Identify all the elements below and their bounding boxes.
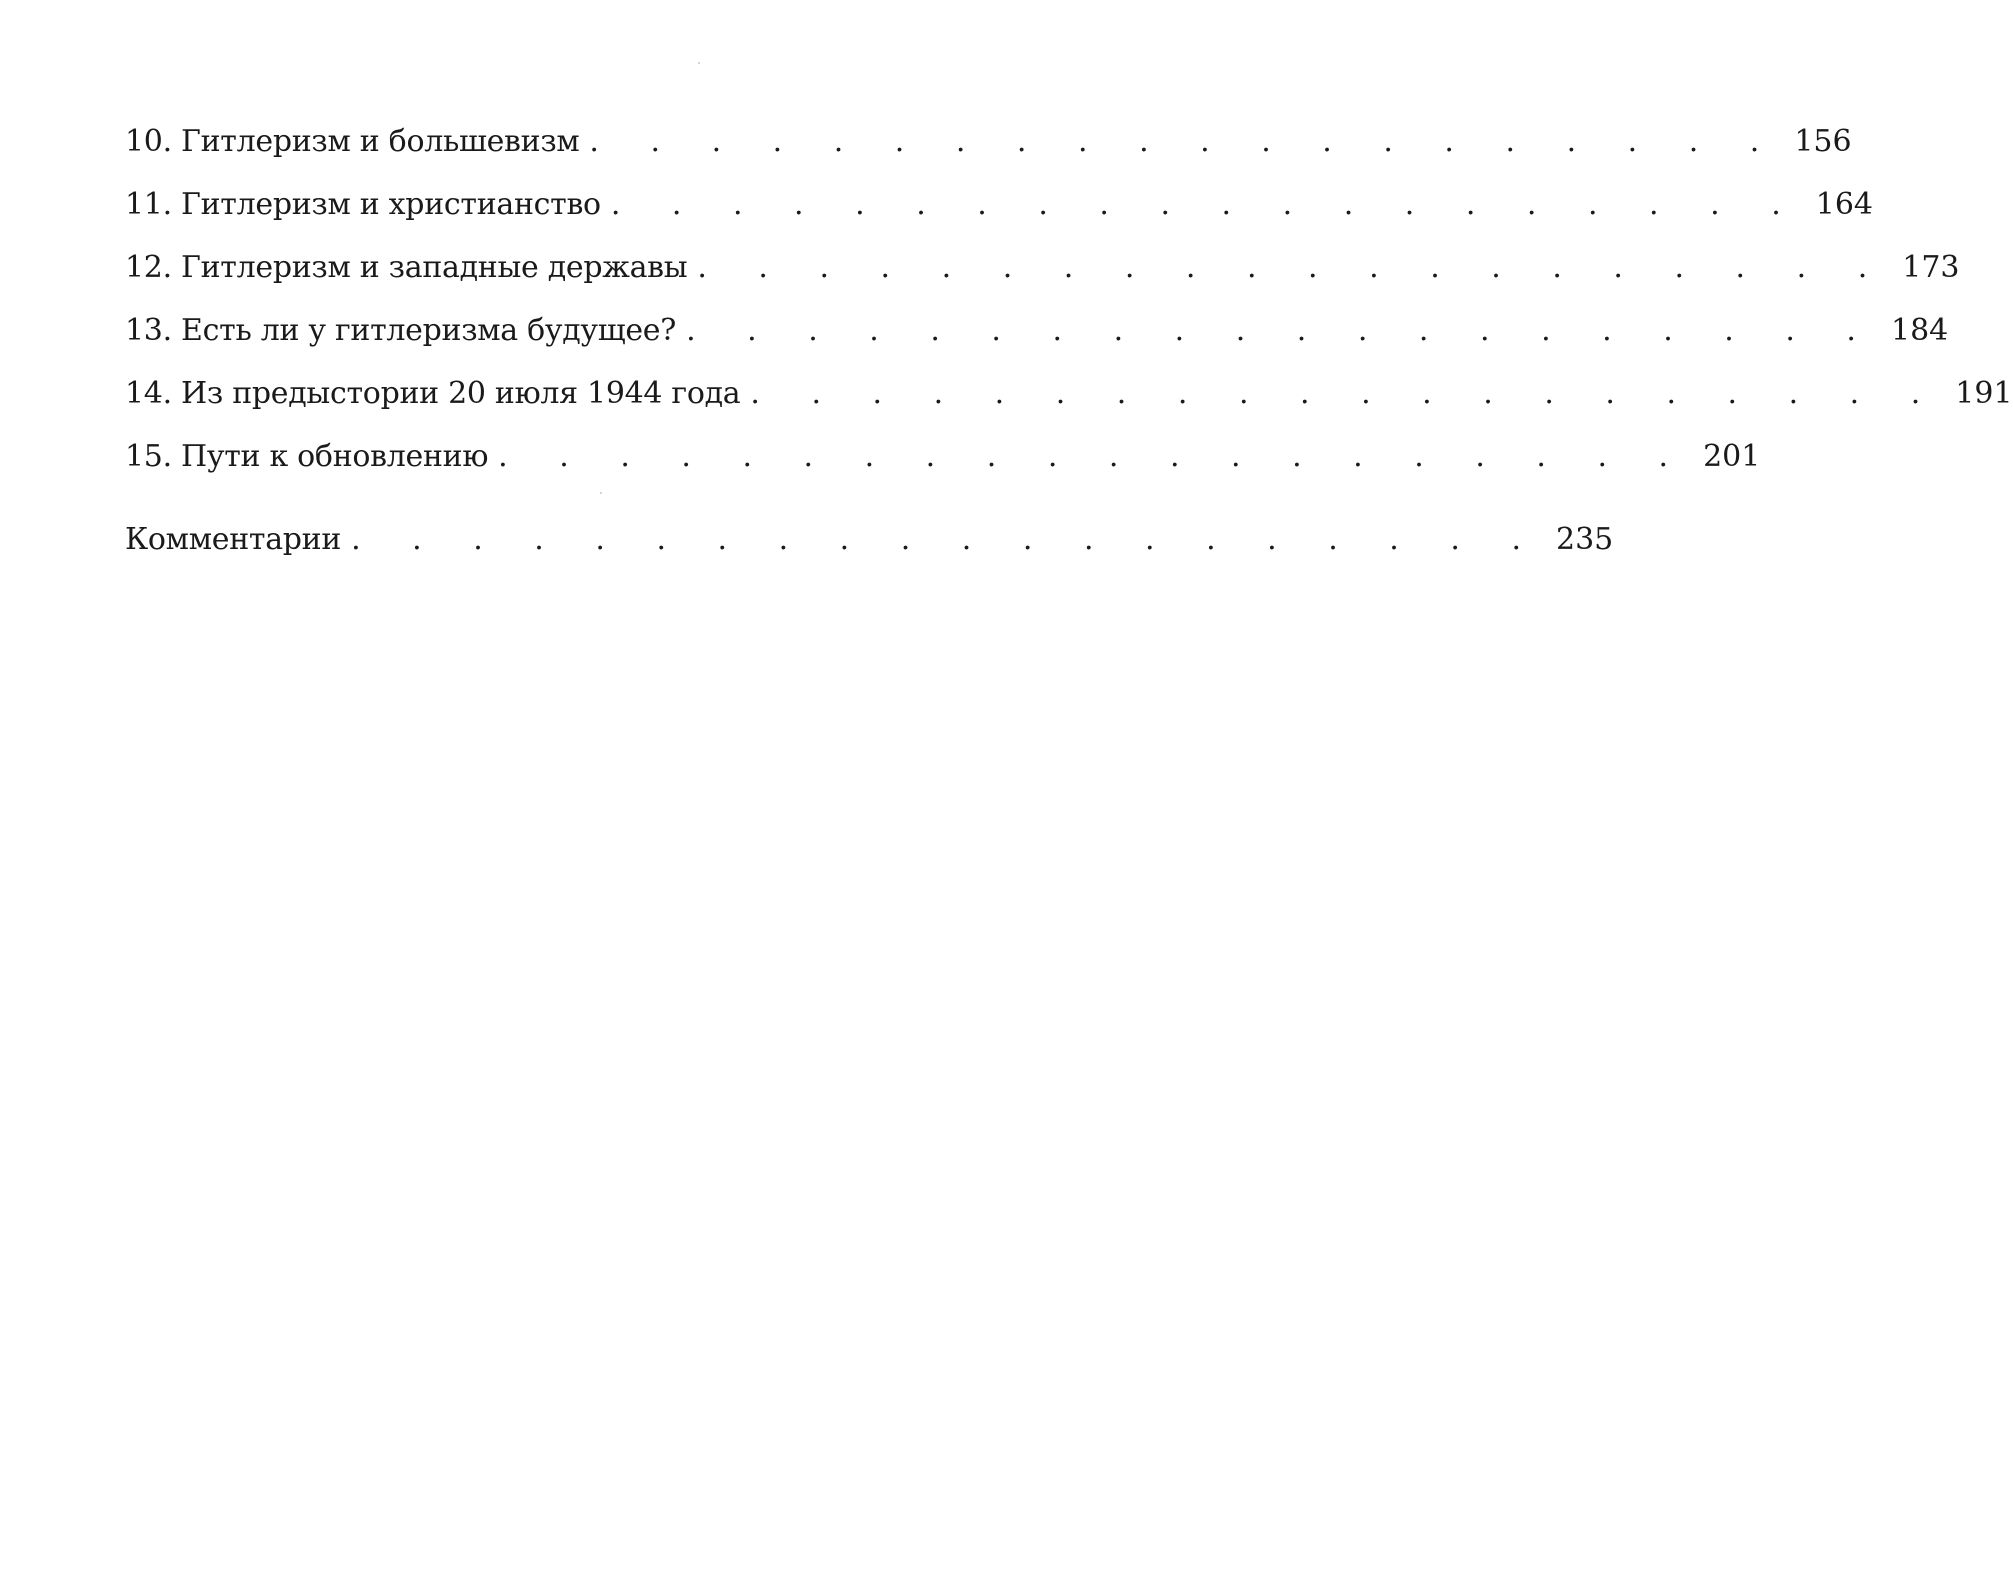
toc-entry-page: 191 bbox=[1955, 376, 2013, 411]
toc-entry-10 bbox=[125, 118, 1852, 181]
toc-entry-11 bbox=[125, 181, 1874, 244]
dot-leader: . . . . . . . . . . . . . . . . . . . . bbox=[589, 124, 1781, 159]
table-of-contents bbox=[125, 118, 2013, 579]
toc-entry-page: 164 bbox=[1815, 187, 1874, 222]
dot-leader: . . . . . . . . . . . . . . . . . . . . bbox=[686, 313, 1877, 348]
dot-leader: . . . . . . . . . . . . . . . . . . . . bbox=[697, 250, 1889, 285]
scan-speck bbox=[698, 62, 700, 64]
toc-entry-title: 15. Пути к обновлению bbox=[125, 439, 489, 474]
toc-entry-title: 13. Есть ли у гитлеризма будущее? bbox=[125, 313, 677, 348]
toc-entry-title: 12. Гитлеризм и западные державы bbox=[125, 250, 688, 285]
toc-entry-page: 156 bbox=[1794, 124, 1852, 159]
dot-leader: . . . . . . . . . . . . . . . . . . . . bbox=[351, 522, 1542, 557]
toc-entry-13 bbox=[125, 307, 1949, 370]
toc-entry-title: Комментарии bbox=[125, 522, 342, 557]
toc-entry-14 bbox=[125, 370, 2013, 433]
scan-speck bbox=[600, 492, 602, 494]
toc-entry-15 bbox=[125, 433, 1761, 496]
dot-leader: . . . . . . . . . . . . . . . . . . . . bbox=[498, 439, 1690, 474]
toc-entry-12 bbox=[125, 244, 1960, 307]
toc-entry-page: 235 bbox=[1556, 522, 1614, 557]
toc-entry-title: 10. Гитлеризм и большевизм bbox=[125, 124, 580, 159]
toc-entry-comments bbox=[125, 516, 1614, 579]
dot-leader: . . . . . . . . . . . . . . . . . . . . bbox=[610, 187, 1802, 222]
toc-entry-title: 14. Из предыстории 20 июля 1944 года bbox=[125, 376, 741, 411]
toc-entry-title: 11. Гитлеризм и христианство bbox=[125, 187, 601, 222]
toc-entry-page: 184 bbox=[1890, 313, 1949, 348]
toc-entry-page: 173 bbox=[1902, 250, 1960, 285]
toc-entry-page: 201 bbox=[1703, 439, 1761, 474]
dot-leader: . . . . . . . . . . . . . . . . . . . . bbox=[750, 376, 1942, 411]
